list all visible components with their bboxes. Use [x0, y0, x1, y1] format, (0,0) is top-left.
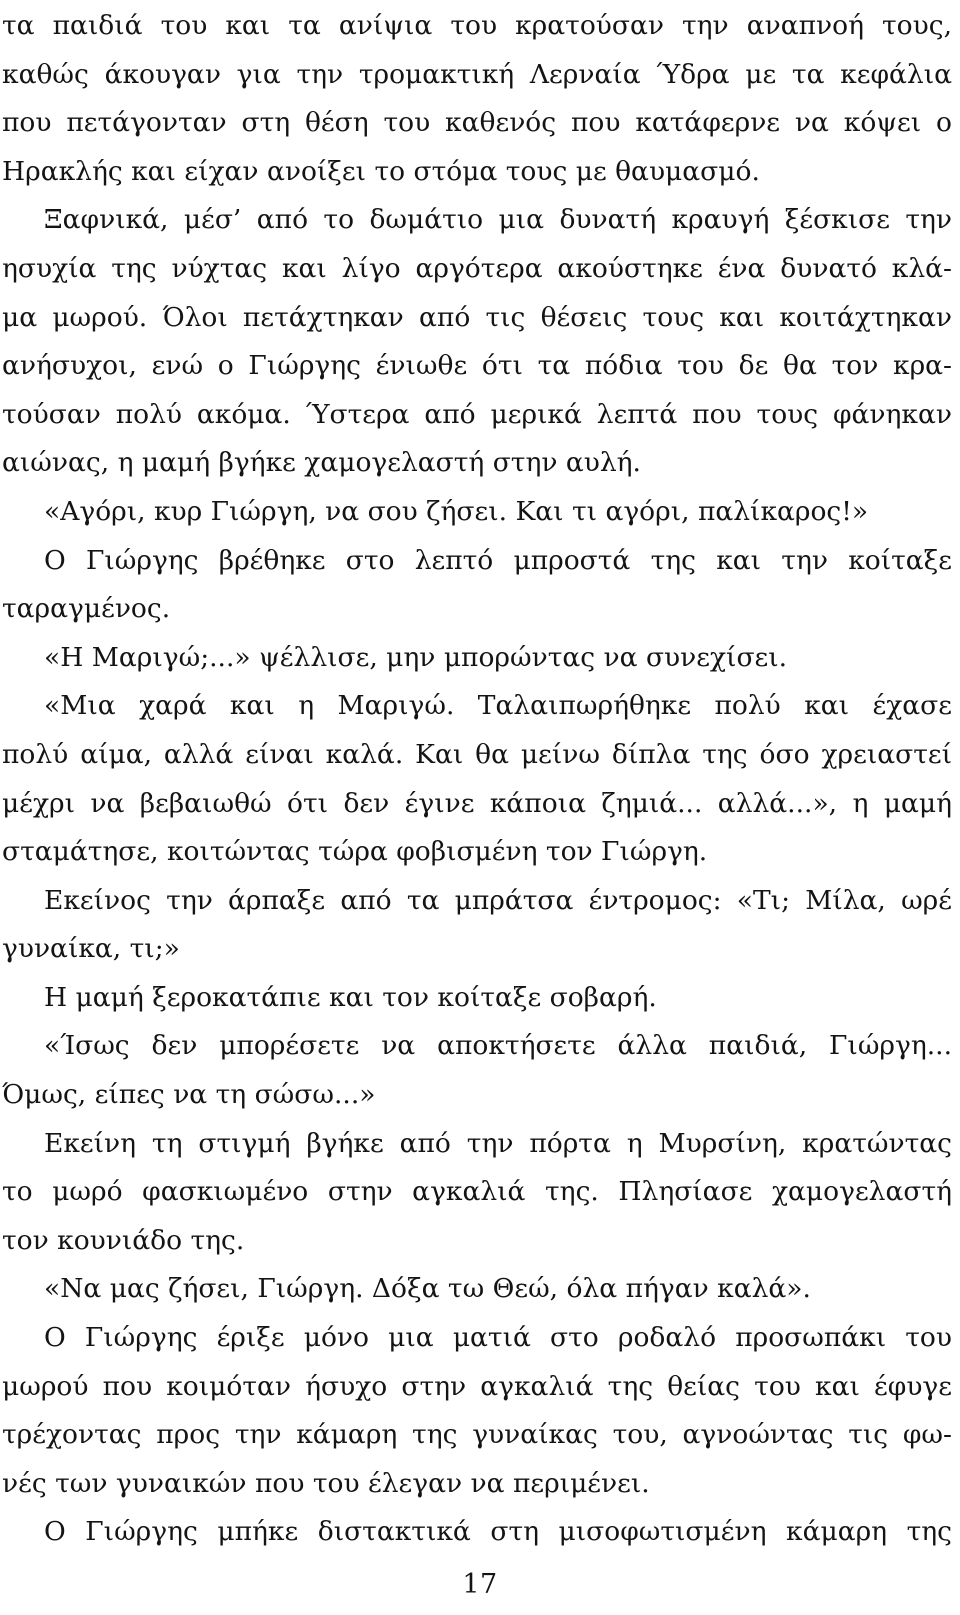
text-line: ανήσυχοι, ενώ ο Γιώργης ένιωθε ότι τα πόδια του δε θα τον κρα- [2, 350, 952, 382]
text-line: μέχρι να βεβαιωθώ ότι δεν έγινε κάποια ζημιά... αλλά...», η μαμή [2, 787, 952, 819]
body-text [2, 2, 952, 1557]
text-line: Ξαφνικά, μέσ’ από το δωμάτιο μια δυνατή κραυγή ξέσκισε την [44, 204, 952, 236]
text-line: Ο Γιώργης μπήκε διστακτικά στη μισοφωτισμένη κάμαρη της [44, 1516, 952, 1548]
text-line: γυναίκα, τι;» [2, 933, 180, 965]
text-line: μα μωρού. Όλοι πετάχτηκαν από τις θέσεις τους και κοιτάχτηκαν [2, 301, 952, 333]
text-line: ησυχία της νύχτας και λίγο αργότερα ακούστηκε ένα δυνατό κλά- [2, 252, 952, 284]
text-line: «Αγόρι, κυρ Γιώργη, να σου ζήσει. Και τι αγόρι, παλίκαρος!» [44, 495, 869, 527]
text-line: τον κουνιάδο της. [2, 1224, 245, 1256]
text-line: νές των γυναικών που του έλεγαν να περιμένει. [2, 1467, 650, 1499]
text-line: «Ίσως δεν μπορέσετε να αποκτήσετε άλλα παιδιά, Γιώργη... [44, 1030, 952, 1062]
text-line: Ο Γιώργης βρέθηκε στο λεπτό μπροστά της και την κοίταξε [44, 544, 952, 576]
text-line: που πετάγονταν στη θέση του καθενός που κατάφερνε να κόψει ο [2, 107, 952, 139]
text-line: «Η Μαριγώ;...» ψέλλισε, μην μπορώντας να συνεχίσει. [44, 641, 788, 673]
text-line: τρέχοντας προς την κάμαρη της γυναίκας του, αγνοώντας τις φω- [2, 1419, 952, 1451]
text-line: Εκείνος την άρπαξε από τα μπράτσα έντρομος: «Τι; Μίλα, ωρέ [44, 884, 952, 916]
text-line: σταμάτησε, κοιτώντας τώρα φοβισμένη τον Γιώργη. [2, 836, 708, 868]
text-line: πολύ αίμα, αλλά είναι καλά. Και θα μείνω δίπλα της όσο χρειαστεί [2, 738, 952, 770]
text-line: τα παιδιά του και τα ανίψια του κρατούσαν την αναπνοή τους, [2, 10, 952, 41]
text-line: Όμως, είπες να τη σώσω...» [2, 1079, 376, 1111]
text-line: αιώνας, η μαμή βγήκε χαμογελαστή στην αυλή. [2, 447, 641, 479]
text-line: Ηρακλής και είχαν ανοίξει το στόμα τους με θαυμασμό. [2, 155, 760, 187]
text-line: Ο Γιώργης έριξε μόνο μια ματιά στο ροδαλό προσωπάκι του [44, 1322, 952, 1354]
text-line: Η μαμή ξεροκατάπιε και τον κοίταξε σοβαρή. [44, 981, 657, 1013]
text-line: μωρού που κοιμόταν ήσυχο στην αγκαλιά της θείας του και έφυγε [2, 1370, 952, 1402]
page-number: 17 [462, 1569, 498, 1600]
text-line: Εκείνη τη στιγμή βγήκε από την πόρτα η Μυρσίνη, κρατώντας [44, 1127, 952, 1159]
text-line: ταραγμένος. [2, 593, 171, 625]
text-line: «Μια χαρά και η Μαριγώ. Ταλαιπωρήθηκε πολύ και έχασε [44, 690, 952, 722]
text-line: καθώς άκουγαν για την τρομακτική Λερναία Ύδρα με τα κεφάλια [2, 58, 952, 90]
text-line: το μωρό φασκιωμένο στην αγκαλιά της. Πλησίασε χαμογελαστή [2, 1176, 952, 1208]
text-line: τούσαν πολύ ακόμα. Ύστερα από μερικά λεπτά που τους φάνηκαν [2, 398, 952, 430]
text-line: «Να μας ζήσει, Γιώργη. Δόξα τω Θεώ, όλα πήγαν καλά». [44, 1273, 811, 1305]
